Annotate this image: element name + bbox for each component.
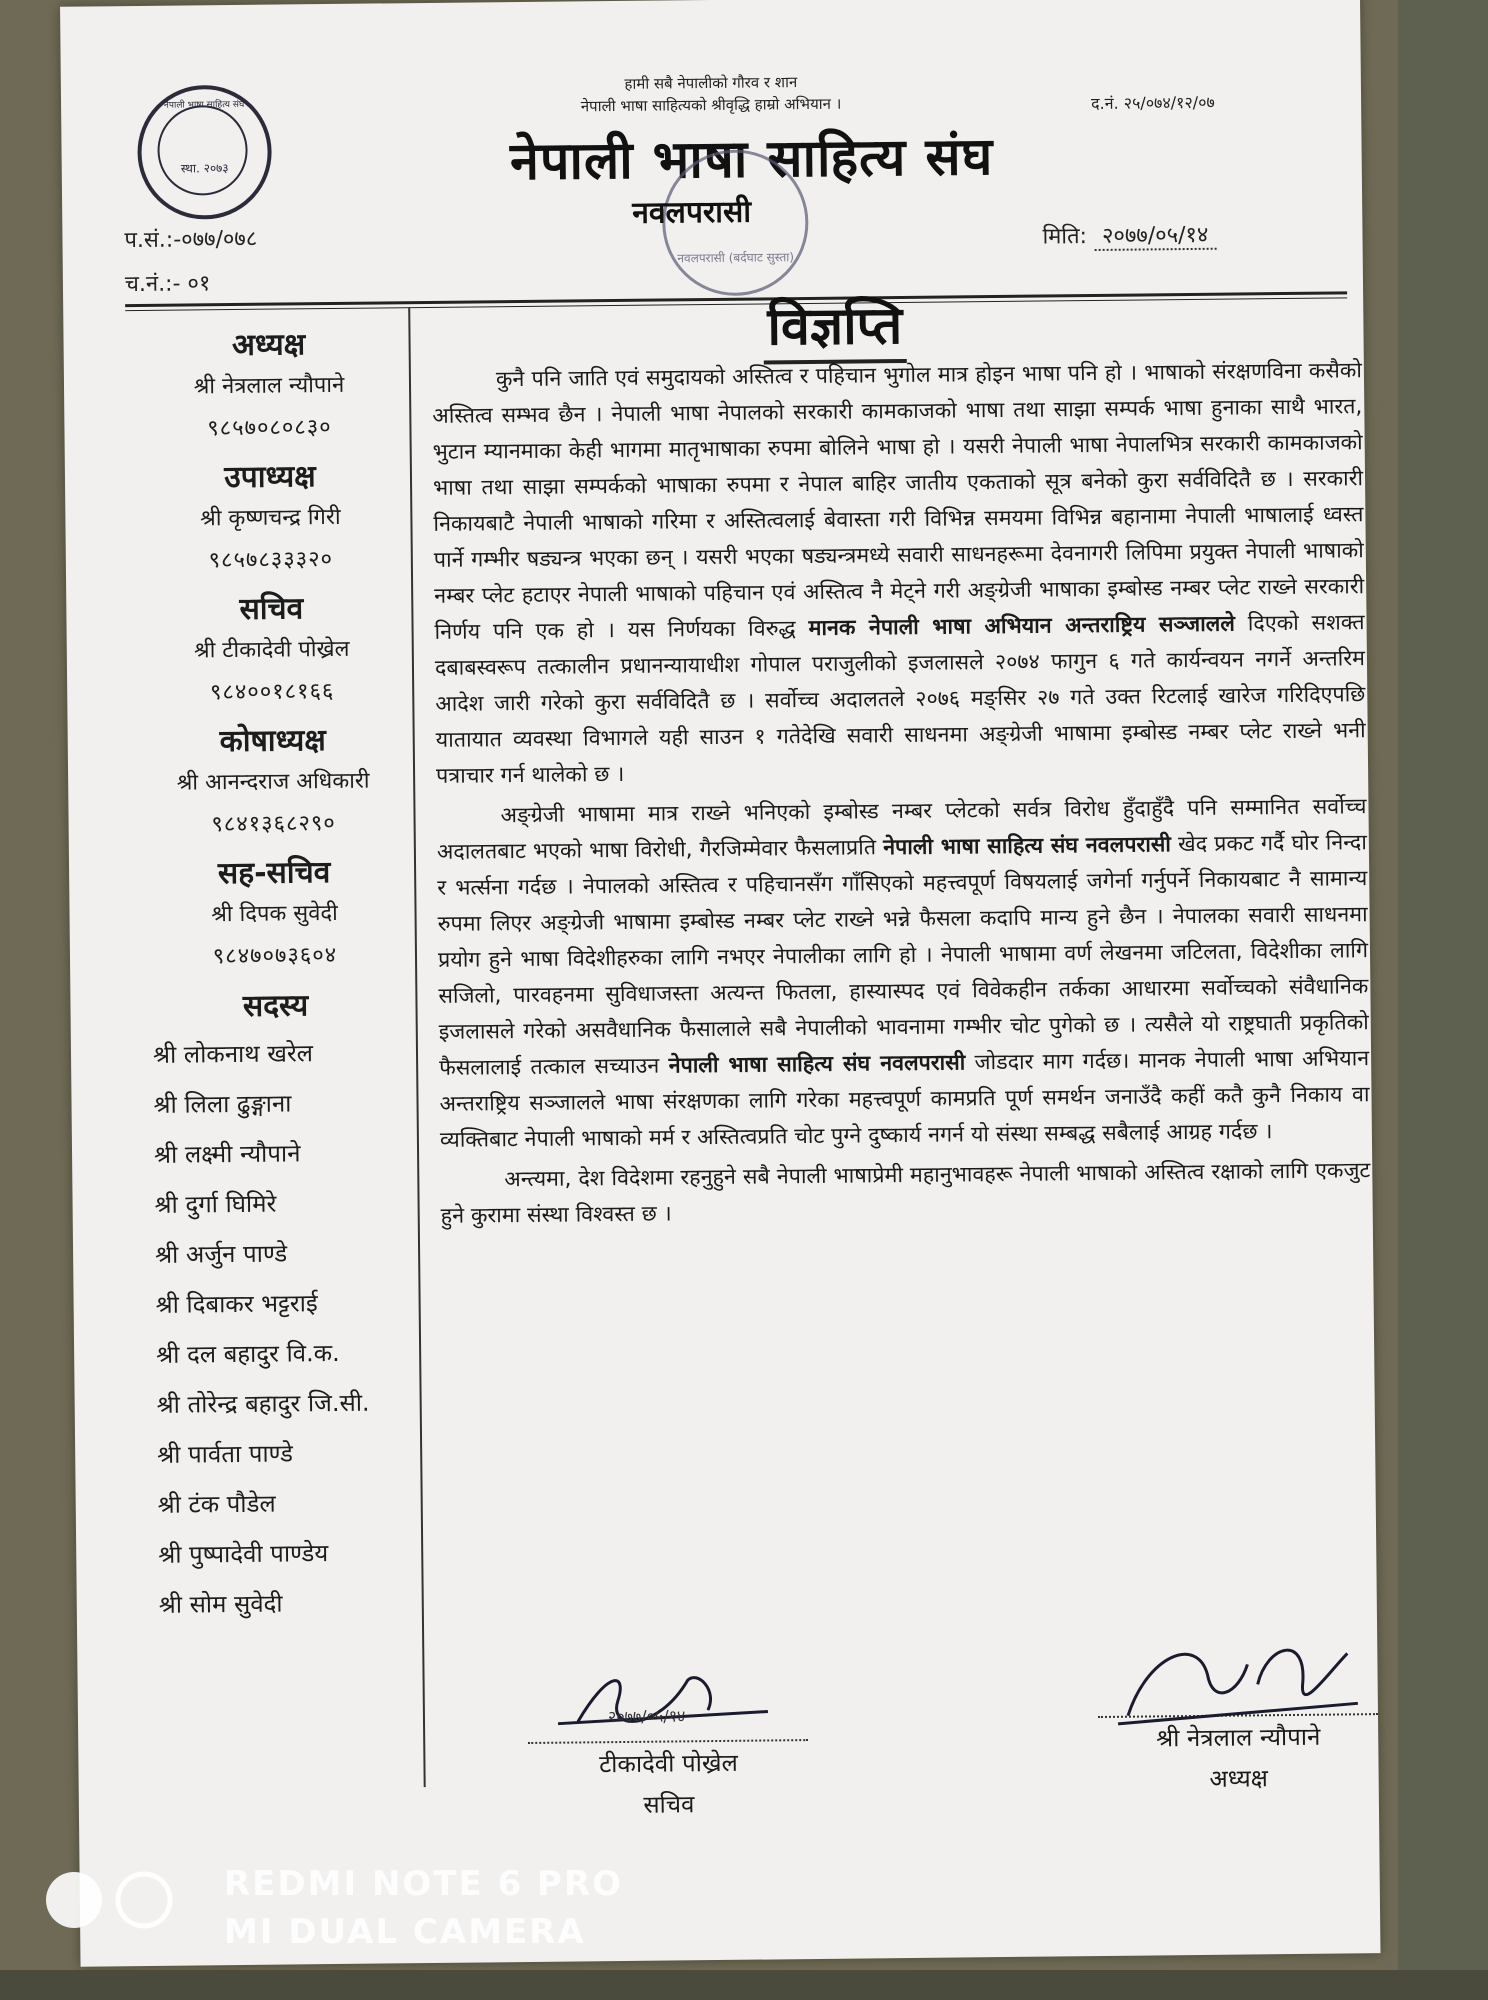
member-name: श्री दुर्गा घिमिरे <box>154 1189 277 1219</box>
campaign-name-bold: मानक नेपाली भाषा अभियान अन्तराष्ट्रिय सञ्जालले <box>808 611 1236 642</box>
member-name: श्री टंक पौडेल <box>157 1489 276 1519</box>
slogan-line-2: नेपाली भाषा साहित्यको श्रीवृद्धि हाम्रो अभियान । <box>580 94 842 116</box>
dispatch-number: च.नं.:- ०१ <box>124 271 211 298</box>
letter-paper <box>60 0 1380 1967</box>
official-vice-chairperson <box>131 455 410 584</box>
member-name: श्री लक्ष्मी न्यौपाने <box>153 1139 301 1169</box>
official-title: सचिव <box>239 591 304 627</box>
background-floor <box>0 1970 1488 2000</box>
member-name: श्री अर्जुन पाण्डे <box>154 1239 288 1269</box>
watermark-line-1: REDMI NOTE 6 PRO <box>224 1864 624 1904</box>
official-name: श्री नेत्रलाल न्यौपाने <box>193 372 345 400</box>
member-name: श्री लिला ढुङ्गाना <box>153 1089 292 1119</box>
official-title: अध्यक्ष <box>231 327 306 364</box>
official-treasurer <box>134 719 413 848</box>
secretary-name: टीकादेवी पोख्रेल <box>598 1748 738 1779</box>
background-right-edge <box>1398 0 1488 2000</box>
official-title: उपाध्यक्ष <box>224 459 316 496</box>
organization-logo-seal <box>137 85 272 220</box>
paragraph-2-text: अङ्ग्रेजी भाषामा मात्र राख्ने भनिएको इम्बोस्ड नम्बर प्लेटको सर्वत्र विरोध हुँदाहुँदै पनि सम्मानित सर्वोच्च अदालतबाट भएको भाषा विरोधी, गैरजिम्मेवार फैसलाप्रति <box>436 794 1367 865</box>
official-phone: ९८५७०८०८३० <box>207 414 332 442</box>
officials-sidebar <box>129 323 421 1630</box>
members-list <box>136 983 421 1630</box>
paragraph-2-mid: खेद प्रकट गर्दै घोर निन्दा र भर्त्सना गर्दछ । नेपालको अस्तित्व र पहिचानसँग गाँसिएको महत्त्वपूर्ण विषयलाई जगेर्ना गर्नुपर्ने निकायबाट नै सामान्य रुपमा लिएर अङ्ग्रेजी भाषामा इम्बोस्ड नम्बर प्लेट राख्ने भन्ने फैसला कदापि मान्य हुने छैन । नेपालका सवारी साधनमा प्रयोग हुने भाषा विदेशीहरुका लागि नभएर नेपालीका लागि हो । नेपाली भाषामा वर्ण लेखनमा जटिलता, विदेशीका लागि सजिलो, पारवहनमा सुविधाजस्ता अत्यन्त फितला, हास्यास्पद एवं विवेकहीन तर्कका आधारमा सर्वोच्चको संवैधानिक इजलासले गरेको असवैधानिक फैसालाले सबै नेपालीको भावनामा गम्भीर चोट पुगेको छ । त्यसैले यो राष्ट्रघाती प्रकृतिको फैसलालाई तत्काल सच्याउन <box>437 830 1369 1081</box>
signature-date: २०७७/०५/१४ <box>607 1706 686 1727</box>
organization-name-bold: नेपाली भाषा साहित्य संघ नवलपरासी <box>668 1050 966 1079</box>
official-joint-secretary <box>135 851 414 980</box>
official-secretary <box>132 587 411 716</box>
official-phone: ९८५७८३३३२० <box>208 546 334 574</box>
paragraph-1 <box>432 353 1366 795</box>
watermark-line-2: MI DUAL CAMERA <box>224 1912 586 1952</box>
official-name: श्री दिपक सुवेदी <box>211 900 338 928</box>
chairperson-signature-block <box>1087 1633 1389 1796</box>
notice-heading: विज्ञप्ति <box>763 288 907 364</box>
paragraph-2-end: जोडदार माग गर्दछ। मानक नेपाली भाषा अभियान अन्तराष्ट्रिय सञ्जालले भाषा संरक्षणका लागि गरेका महत्त्वपूर्ण कामप्रति पूर्ण समर्थन जनाउँदै कहीं कतै कुनै निकाय वा व्यक्तिबाट नेपाली भाषाको मर्म र अस्तित्वप्रति चोट पुग्ने दुष्कार्य नगर्न यो संस्था सम्बद्ध सबैलाई आग्रह गर्दछ । <box>439 1046 1370 1153</box>
members-title: सदस्य <box>242 988 309 1024</box>
official-phone: ९८४१३६८२९० <box>211 810 336 838</box>
official-phone: ९८४७०७३६०४ <box>212 942 338 970</box>
organization-name: नेपाली भाषा साहित्य संघ <box>509 127 994 193</box>
registration-number: द.नं. २५/०७४/१२/०७ <box>1091 92 1215 114</box>
chairperson-name: श्री नेत्रलाल न्यौपाने <box>1155 1722 1321 1753</box>
organization-name-bold: नेपाली भाषा साहित्य संघ नवलपरासी <box>883 832 1172 861</box>
official-name: श्री कृष्णचन्द्र गिरी <box>200 504 341 532</box>
slogan <box>501 70 921 118</box>
district-name: नवलपरासी <box>632 194 752 231</box>
member-name: श्री पार्वता पाण्डे <box>157 1439 294 1469</box>
member-name: श्री दल बहादुर वि.क. <box>156 1338 340 1369</box>
member-name: श्री तोरेन्द्र बहादुर जि.सी. <box>156 1388 370 1419</box>
official-chairperson <box>129 323 408 452</box>
official-name: श्री टीकादेवी पोख्रेल <box>193 636 350 664</box>
handwritten-signature <box>517 1659 818 1742</box>
fiscal-year-ref: प.सं.:-०७७/०७८ <box>124 226 258 254</box>
member-name: श्री लोकनाथ खरेल <box>152 1039 314 1069</box>
date-value: २०७७/०५/१४ <box>1094 223 1217 251</box>
official-title: सह-सचिव <box>217 855 331 892</box>
date-label: मिति: <box>1042 224 1088 250</box>
secretary-title: सचिव <box>643 1790 695 1819</box>
dual-camera-icon <box>44 1870 184 1930</box>
slogan-line-1: हामी सबै नेपालीको गौरव र शान <box>624 73 798 93</box>
paragraph-3: अन्त्यमा, देश विदेशमा रहनुहुने सबै नेपाली भाषाप्रेमी महानुभावहरू नेपाली भाषाको अस्तित्व रक्षाको लागि एकजुट हुने कुरामा संस्था विश्वस्त छ । <box>440 1158 1371 1229</box>
paragraph-2 <box>436 789 1370 1159</box>
logo-ring-text: नेपाली भाषा साहित्य संघ <box>163 99 245 111</box>
secretary-signature-block <box>517 1659 819 1822</box>
stamp-text: नवलपरासी (बर्दघाट सुस्ता) <box>677 250 795 266</box>
official-phone: ९८४००१८१६६ <box>209 678 335 706</box>
watermark-text <box>224 1860 623 1956</box>
notice-body <box>432 353 1371 1239</box>
member-name: श्री पुष्पादेवी पाण्डेय <box>158 1539 329 1569</box>
member-name: श्री दिबाकर भट्टराई <box>155 1289 318 1319</box>
paragraph-1-text: कुनै पनि जाति एवं समुदायको अस्तित्व र पहिचान भुगोल मात्र होइन भाषा पनि हो । भाषाको संरक्षणविना कसैको अस्तित्व सम्भव छैन । नेपाली भाषा नेपालको सरकारी कामकाजको भाषा तथा साझा सम्पर्क भाषा हुनाका साथै भारत, भुटान म्यानमाका केही भागमा मातृभाषाका रुपमा बोलिने भाषा हो । यसरी नेपाली भाषा नेपालभित्र सरकारी कामकाजको भाषा तथा साझा सम्पर्कको भाषाका रुपमा र नेपाल बाहिर जातीय एकताको सूत्र बनेको कुरा सर्वविदितै छ । सरकारी निकायबाटै नेपाली भाषाको गरिमा र अस्तित्वलाई बेवास्ता गरी विभिन्न समयमा विभिन्न बहानामा नेपाली भाषालाई ध्वस्त पार्ने गम्भीर षड्यन्त्र भएका छन् । यसरी भएका षड्यन्त्रमध्ये सवारी साधनहरूमा देवनागरी लिपिमा प्रयुक्त नेपाली भाषाको नम्बर प्लेट हटाएर नेपाली भाषाको पहिचान एवं अस्तित्व नै मेट्ने गरी अङ्ग्रेजी भाषाका इम्बोस्ड नम्बर प्लेट राख्ने सरकारी निर्णय पनि एक हो । यस निर्णयका विरुद्ध <box>432 358 1365 645</box>
member-name: श्री सोम सुवेदी <box>158 1589 283 1619</box>
paragraph-1-end: दिएको सशक्त दबाबस्वरूप तत्कालीन प्रधानन्यायाधीश गोपाल पराजुलीको इजलासले २०७४ फागुन ६ गते कार्यन्वयन नगर्ने अन्तरिम आदेश जारी गरेको कुरा सर्वविदितै छ । सर्वोच्च अदालतले २०७६ मङ्सिर २७ गते उक्त रिटलाई खारेज गरिदिएपछि यातायात व्यवस्था विभागले यही साउन १ गतेदेखि सवारी साधनमा अङ्ग्रेजी भाषामा इम्बोस्ड नम्बर प्लेट राख्ने भनी पत्राचार गर्न थालेको छ । <box>434 610 1366 789</box>
logo-year: स्था. २०७३ <box>180 161 229 176</box>
handwritten-signature <box>1087 1633 1388 1716</box>
chairperson-title: अध्यक्ष <box>1209 1764 1269 1793</box>
date-field <box>1042 219 1216 251</box>
official-title: कोषाध्यक्ष <box>219 723 326 760</box>
official-name: श्री आनन्दराज अधिकारी <box>176 768 370 796</box>
